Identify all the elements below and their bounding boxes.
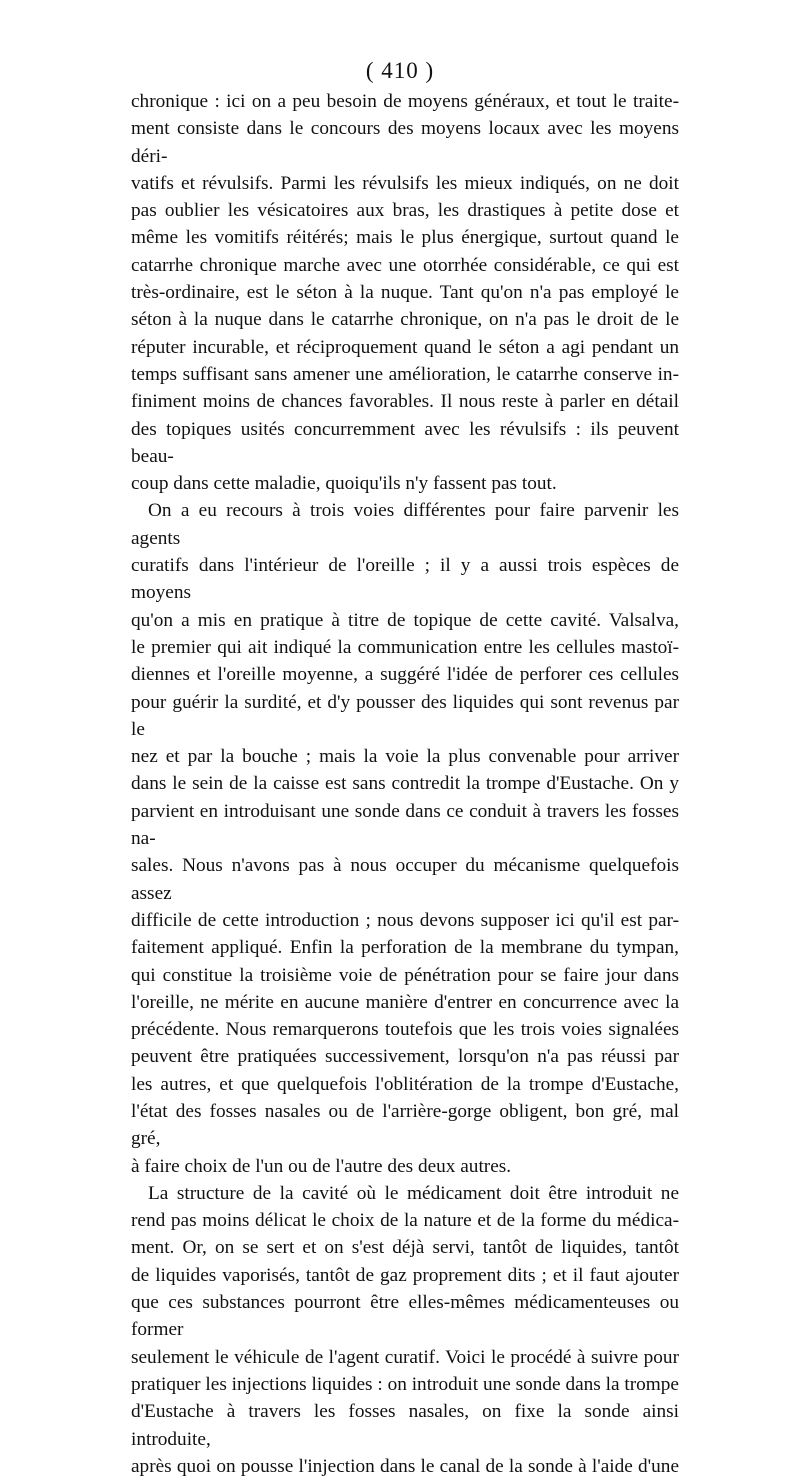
text-line: qu'on a mis en pratique à titre de topique de cette cavité. Valsalva, — [131, 609, 679, 631]
text-line: l'état des fosses nasales ou de l'arrière-gorge obligent, bon gré, mal gré, — [131, 1100, 679, 1150]
page-number: ( 410 ) — [365, 58, 435, 83]
text-line: même les vomitifs réitérés; mais le plus énergique, surtout quand le — [131, 227, 679, 249]
text-line: difficile de cette introduction ; nous devons supposer ici qu'il est par- — [131, 909, 679, 931]
text-line: catarrhe chronique marche avec une otorrhée considérable, ce qui est — [131, 254, 679, 276]
text-line: le premier qui ait indiqué la communication entre les cellules mastoï- — [131, 636, 679, 658]
text-line: précédente. Nous remarquerons toutefois que les trois voies signalées — [131, 1019, 679, 1041]
text-line: réputer incurable, et réciproquement quand le séton a agi pendant un — [131, 336, 679, 358]
text-line: pas oublier les vésicatoires aux bras, les drastiques à petite dose et — [131, 200, 679, 222]
text-line: très-ordinaire, est le séton à la nuque. Tant qu'on n'a pas employé le — [131, 282, 679, 304]
text-line: finiment moins de chances favorables. Il nous reste à parler en détail — [131, 391, 679, 413]
text-line: de liquides vaporisés, tantôt de gaz proprement dits ; et il faut ajouter — [131, 1264, 679, 1286]
text-line: peuvent être pratiquées successivement, lorsqu'on n'a pas réussi par — [131, 1046, 679, 1068]
text-line: rend pas moins délicat le choix de la nature et de la forme du médica- — [131, 1210, 679, 1232]
text-line: des topiques usités concurremment avec les révulsifs : ils peuvent beau- — [131, 418, 679, 467]
text-line: qui constitue la troisième voie de pénétration pour se faire jour dans — [131, 964, 679, 986]
text-line: d'Eustache à travers les fosses nasales, on fixe la sonde ainsi introduite, — [131, 1401, 679, 1450]
text-line: les autres, et que quelquefois l'oblitération de la trompe d'Eustache, — [131, 1073, 679, 1095]
text-line: que ces substances pourront être elles-mêmes médicamenteuses ou former — [131, 1292, 679, 1341]
text-line: curatifs dans l'intérieur de l'oreille ; il y a aussi trois espèces de moyens — [131, 555, 679, 604]
text-line: La structure de la cavité où le médicament doit être introduit ne — [148, 1182, 679, 1204]
text-line: nez et par la bouche ; mais la voie la plus convenable pour arriver — [131, 746, 679, 768]
text-line: après quoi on pousse l'injection dans le canal de la sonde à l'aide d'une — [131, 1455, 679, 1477]
text-line: vatifs et révulsifs. Parmi les révulsifs les mieux indiqués, on ne doit — [131, 172, 679, 194]
text-line: chronique : ici on a peu besoin de moyens généraux, et tout le traite- — [131, 91, 679, 112]
text-line: pour guérir la surdité, et d'y pousser des liquides qui sont revenus par le — [131, 691, 679, 740]
text-line: séton à la nuque dans le catarrhe chronique, on n'a pas le droit de le — [131, 309, 679, 331]
text-line: faitement appliqué. Enfin la perforation de la membrane du tympan, — [131, 937, 679, 959]
body-text — [131, 88, 679, 1480]
text-line: ment consiste dans le concours des moyens locaux avec les moyens déri- — [131, 118, 679, 167]
text-line: seulement le véhicule de l'agent curatif. Voici le procédé à suivre pour — [131, 1346, 679, 1368]
text-line: coup dans cette maladie, quoiqu'ils n'y fassent pas tout. — [131, 473, 557, 495]
text-line: ment. Or, on se sert et on s'est déjà servi, tantôt de liquides, tantôt — [131, 1237, 679, 1259]
text-line: dans le sein de la caisse est sans contredit la trompe d'Eustache. On y — [131, 773, 679, 795]
text-line: temps suffisant sans amener une amélioration, le catarrhe conserve in- — [131, 363, 679, 385]
text-line: On a eu recours à trois voies différentes pour faire parvenir les agents — [131, 500, 679, 549]
text-line: l'oreille, ne mérite en aucune manière d'entrer en concurrence avec la — [131, 991, 679, 1013]
text-line: pratiquer les injections liquides : on introduit une sonde dans la trompe — [131, 1373, 679, 1395]
text-line: à faire choix de l'un ou de l'autre des deux autres. — [131, 1155, 512, 1177]
text-line: parvient en introduisant une sonde dans ce conduit à travers les fosses na- — [131, 800, 679, 850]
text-line: sales. Nous n'avons pas à nous occuper du mécanisme quelquefois assez — [131, 855, 679, 904]
text-line: diennes et l'oreille moyenne, a suggéré l'idée de perforer ces cellules — [131, 664, 679, 686]
